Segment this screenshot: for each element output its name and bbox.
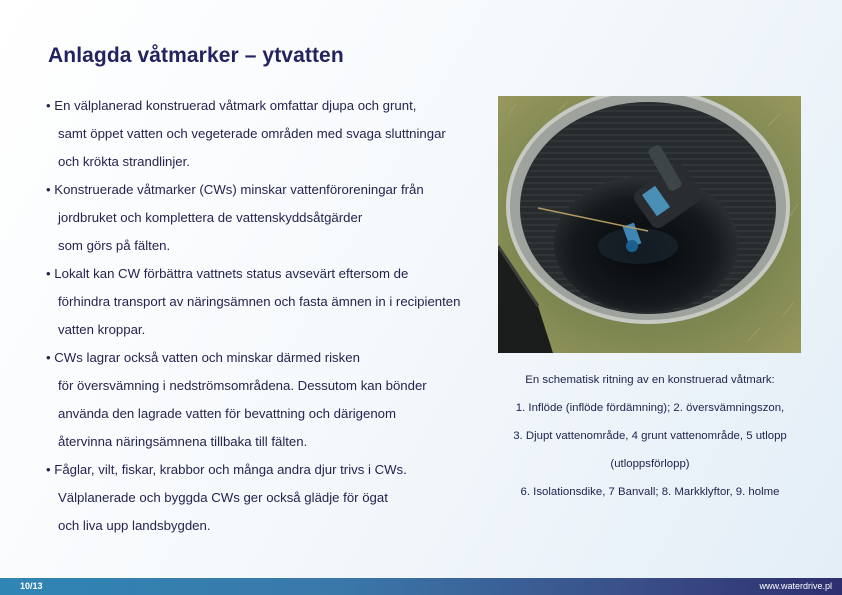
wetland-well-photo	[498, 96, 801, 353]
caption-line: En schematisk ritning av en konstruerad våtmark:	[525, 374, 775, 386]
bullet-line: • En välplanerad konstruerad våtmark omfattar djupa och grunt,	[46, 92, 496, 120]
bullet-item	[46, 344, 496, 456]
bullet-line: vatten kroppar.	[58, 322, 146, 337]
bullet-line: och liva upp landsbygden.	[58, 518, 211, 533]
bullet-item	[46, 456, 496, 540]
footer-bar	[0, 578, 842, 595]
bullet-line: förhindra transport av näringsämnen och fasta ämnen in i recipienten	[58, 294, 461, 309]
bullet-line: och krökta strandlinjer.	[58, 154, 190, 169]
bullet-line: • Konstruerade våtmarker (CWs) minskar vattenföroreningar från	[46, 176, 496, 204]
bullet-line: • CWs lagrar också vatten och minskar därmed risken	[46, 344, 496, 372]
bullet-line: som görs på fälten.	[58, 238, 171, 253]
bullet-line: använda den lagrade vatten för bevattning och därigenom	[58, 406, 396, 421]
footer-url[interactable]: www.waterdrive.pl	[759, 581, 832, 591]
bullet-line: • Lokalt kan CW förbättra vattnets status avsevärt eftersom de	[46, 260, 496, 288]
caption-line: 6. Isolationsdike, 7 Banvall; 8. Markklyftor, 9. holme	[520, 486, 780, 498]
caption-line: 3. Djupt vattenområde, 4 grunt vattenområde, 5 utlopp	[513, 430, 787, 442]
bullet-item	[46, 92, 496, 176]
caption-line: 1. Inflöde (inflöde fördämning); 2. översvämningszon,	[515, 402, 785, 414]
page-number: 10/13	[20, 581, 43, 591]
bullet-item	[46, 260, 496, 344]
photo-caption	[496, 366, 804, 506]
bullet-line: återvinna näringsämnena tillbaka till fälten.	[58, 434, 308, 449]
bullet-item	[46, 176, 496, 260]
bullet-line: för översvämning i nedströmsområdena. Dessutom kan bönder	[58, 378, 427, 393]
caption-line: (utloppsförlopp)	[610, 458, 690, 470]
bullet-line: Välplanerade och byggda CWs ger också glädje för ögat	[58, 490, 388, 505]
bullet-line: jordbruket och komplettera de vattenskyddsåtgärder	[58, 210, 363, 225]
bullet-line: samt öppet vatten och vegeterade områden med svaga sluttningar	[58, 126, 446, 141]
bullet-line: • Fåglar, vilt, fiskar, krabbor och många andra djur trivs i CWs.	[46, 456, 496, 484]
slide-title: Anlagda våtmarker – ytvatten	[48, 44, 344, 67]
bullet-list	[46, 92, 496, 540]
